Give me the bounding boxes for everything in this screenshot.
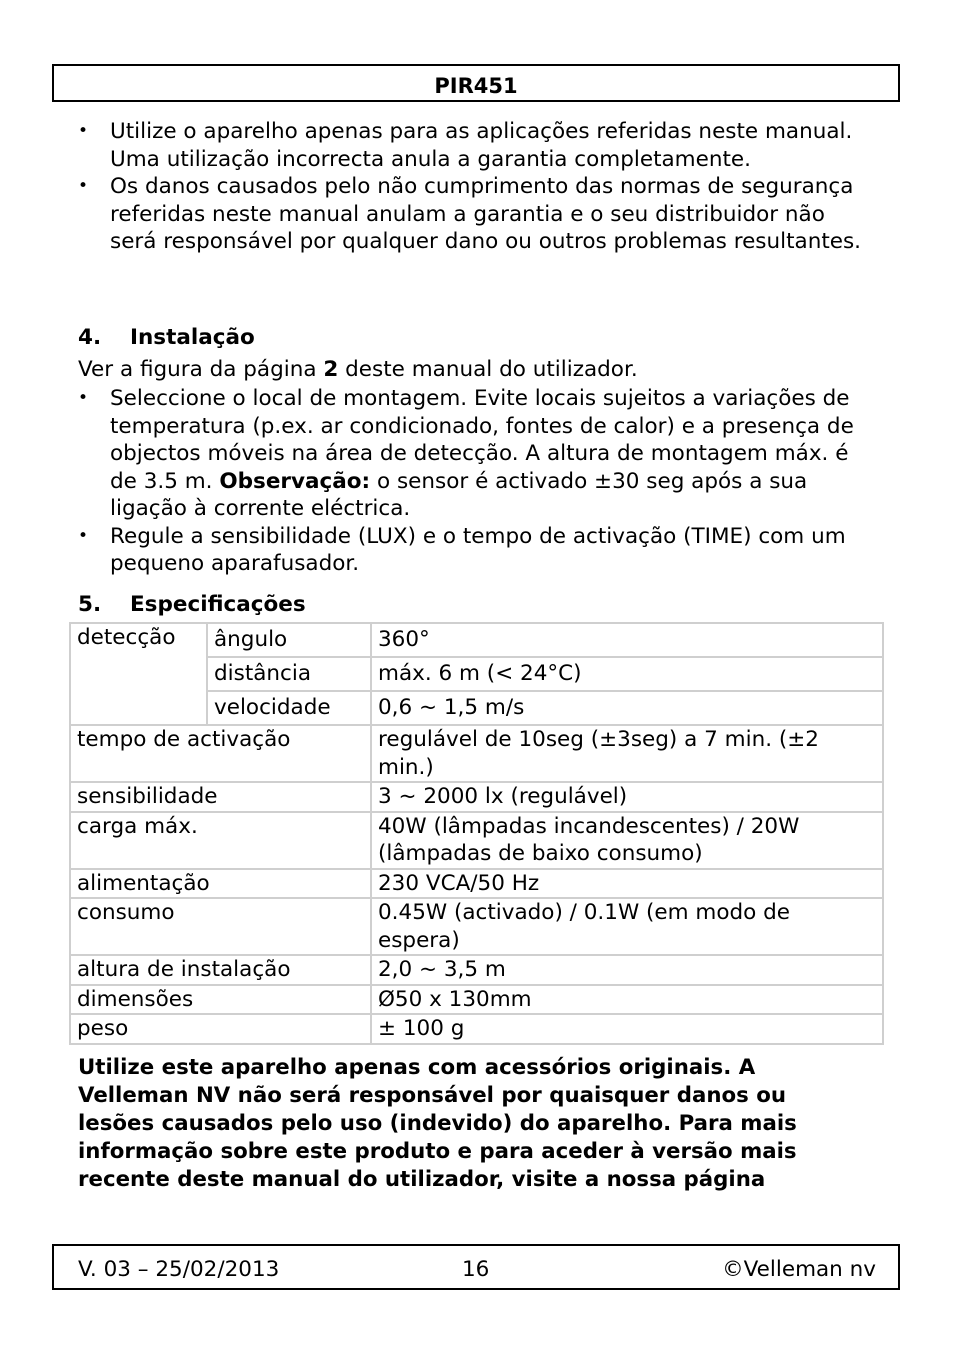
copyright: ©Velleman nv xyxy=(722,1257,876,1282)
table-row xyxy=(70,869,883,899)
table-cell-value: Ø50 x 130mm xyxy=(371,985,883,1015)
bullet-icon: • xyxy=(78,525,89,546)
model-title: PIR451 xyxy=(434,74,518,98)
list-item: • Seleccione o local de montagem. Evite locais sujeitos a variações de temperatura (p.ex. ar condicionado, fontes de calor) e a presença de objectos móveis na área de detecção. A altura de montagem máx. é de 3.5 m. Observação: o sensor é activado ±30 seg após a sua ligação à corrente eléctrica. xyxy=(78,386,854,521)
safety-bullet-list xyxy=(78,118,878,256)
table-row xyxy=(70,955,883,985)
table-cell-value: ± 100 g xyxy=(371,1014,883,1044)
installation-bullet-list xyxy=(78,385,878,578)
bullet-icon: • xyxy=(78,176,89,196)
table-cell-label: consumo xyxy=(70,898,371,955)
specifications-table xyxy=(69,622,884,1045)
section-heading-specifications: 5. Especificações xyxy=(78,592,306,617)
table-cell-sublabel: velocidade xyxy=(207,691,371,725)
table-cell-label: carga máx. xyxy=(70,812,371,869)
bullet-icon: • xyxy=(78,121,89,141)
list-item: • Utilize o aparelho apenas para as aplicações referidas neste manual. Uma utilização incorrecta anula a garantia completamente. xyxy=(78,119,853,172)
list-item: • Os danos causados pelo não cumprimento das normas de segurança referidas neste manual anulam a garantia e o seu distribuidor não será responsável por qualquer dano ou outros problemas resultantes. xyxy=(78,174,862,254)
table-cell-value: 3 ~ 2000 lx (regulável) xyxy=(371,782,883,812)
table-cell-value: regulável de 10seg (±3seg) a 7 min. (±2 min.) xyxy=(371,725,883,782)
table-cell-label: detecção xyxy=(70,623,207,725)
page-header xyxy=(52,64,900,102)
table-cell-value: 0.45W (activado) / 0.1W (em modo de espera) xyxy=(371,898,883,955)
installation-intro: Ver a figura da página 2 deste manual do utilizador. xyxy=(78,357,638,382)
list-item: • Regule a sensibilidade (LUX) e o tempo de activação (TIME) com um pequeno aparafusador. xyxy=(78,523,846,576)
table-row xyxy=(70,623,883,657)
table-cell-value: 0,6 ~ 1,5 m/s xyxy=(371,691,883,725)
table-cell-sublabel: distância xyxy=(207,657,371,691)
table-cell-value: 360° xyxy=(371,623,883,657)
table-row xyxy=(70,812,883,869)
table-row xyxy=(70,985,883,1015)
table-cell-label: peso xyxy=(70,1014,371,1044)
table-cell-label: sensibilidade xyxy=(70,782,371,812)
bullet-icon: • xyxy=(78,388,89,408)
table-cell-value: máx. 6 m (< 24°C) xyxy=(371,657,883,691)
table-cell-label: altura de instalação xyxy=(70,955,371,985)
version-date: V. 03 – 25/02/2013 xyxy=(78,1257,280,1282)
table-cell-value: 230 VCA/50 Hz xyxy=(371,869,883,899)
table-row xyxy=(70,898,883,955)
closing-notice: Utilize este aparelho apenas com acessórios originais. A Velleman NV não será responsável por quaisquer danos ou lesões causados pelo uso (indevido) do aparelho. Para mais informação sobre este produto e para aceder à versão mais recente deste manual do utilizador, visite a nossa página xyxy=(78,1055,797,1192)
table-cell-value: 40W (lâmpadas incandescentes) / 20W (lâmpadas de baixo consumo) xyxy=(371,812,883,869)
table-row xyxy=(70,1014,883,1044)
table-cell-label: alimentação xyxy=(70,869,371,899)
page-footer xyxy=(52,1244,900,1290)
table-row xyxy=(70,782,883,812)
table-cell-value: 2,0 ~ 3,5 m xyxy=(371,955,883,985)
table-cell-label: dimensões xyxy=(70,985,371,1015)
section-heading-installation: 4. Instalação xyxy=(78,325,255,350)
page-number: 16 xyxy=(462,1257,490,1282)
table-row xyxy=(70,725,883,782)
table-cell-label: tempo de activação xyxy=(70,725,371,782)
table-cell-sublabel: ângulo xyxy=(207,623,371,657)
